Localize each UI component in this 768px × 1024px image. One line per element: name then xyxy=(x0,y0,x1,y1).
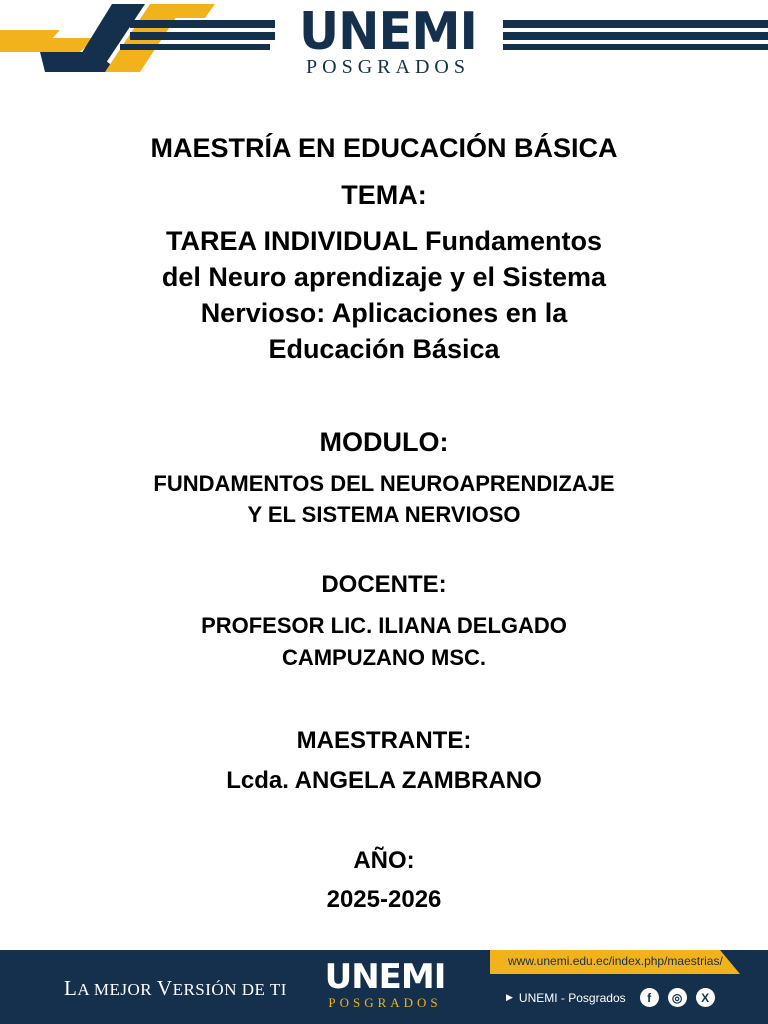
website-link[interactable]: www.unemi.edu.ec/index.php/maestrias/ xyxy=(508,954,723,968)
footer xyxy=(0,950,768,1024)
topic-line: del Neuro aprendizaje y el Sistema xyxy=(161,262,607,292)
module-label: MODULO: xyxy=(319,427,449,457)
module-line: FUNDAMENTOS DEL NEUROAPRENDIZAJE xyxy=(153,471,615,496)
footer-slogan: LA MEJOR VERSIÓN DE TI xyxy=(64,976,287,1000)
teacher-line: CAMPUZANO MSC. xyxy=(281,645,487,670)
logo-brand: UNEMI xyxy=(298,2,477,62)
topic-line: Nervioso: Aplicaciones en la xyxy=(200,298,568,328)
footer-logo-subtitle: POSGRADOS xyxy=(328,995,442,1010)
footer-logo xyxy=(320,958,450,1010)
program-title: MAESTRÍA EN EDUCACIÓN BÁSICA xyxy=(150,133,618,163)
year-label: AÑO: xyxy=(353,847,415,874)
year-value: 2025-2026 xyxy=(326,886,442,913)
play-arrow-icon: ▶ xyxy=(506,992,513,1002)
teacher-line: PROFESOR LIC. ILIANA DELGADO xyxy=(201,613,567,638)
url-band xyxy=(490,950,768,974)
social-label: UNEMI - Posgrados xyxy=(518,990,626,1005)
topic-line: TAREA INDIVIDUAL Fundamentos xyxy=(165,226,602,256)
unemi-logo xyxy=(290,4,486,76)
teacher-label: DOCENTE: xyxy=(321,571,447,598)
student-name: Lcda. ANGELA ZAMBRANO xyxy=(226,767,542,794)
x-icon[interactable]: X xyxy=(696,988,715,1007)
social-bar xyxy=(506,988,715,1007)
topic-label: TEMA: xyxy=(341,180,427,210)
student-label: MAESTRANTE: xyxy=(296,727,472,754)
topic-line: Educación Básica xyxy=(268,334,500,364)
header xyxy=(0,0,768,80)
facebook-icon[interactable]: f xyxy=(640,988,659,1007)
logo-subtitle: POSGRADOS xyxy=(306,56,470,78)
instagram-icon[interactable]: ◎ xyxy=(668,988,687,1007)
module-line: Y EL SISTEMA NERVIOSO xyxy=(247,502,521,527)
footer-logo-brand: UNEMI xyxy=(324,957,446,997)
